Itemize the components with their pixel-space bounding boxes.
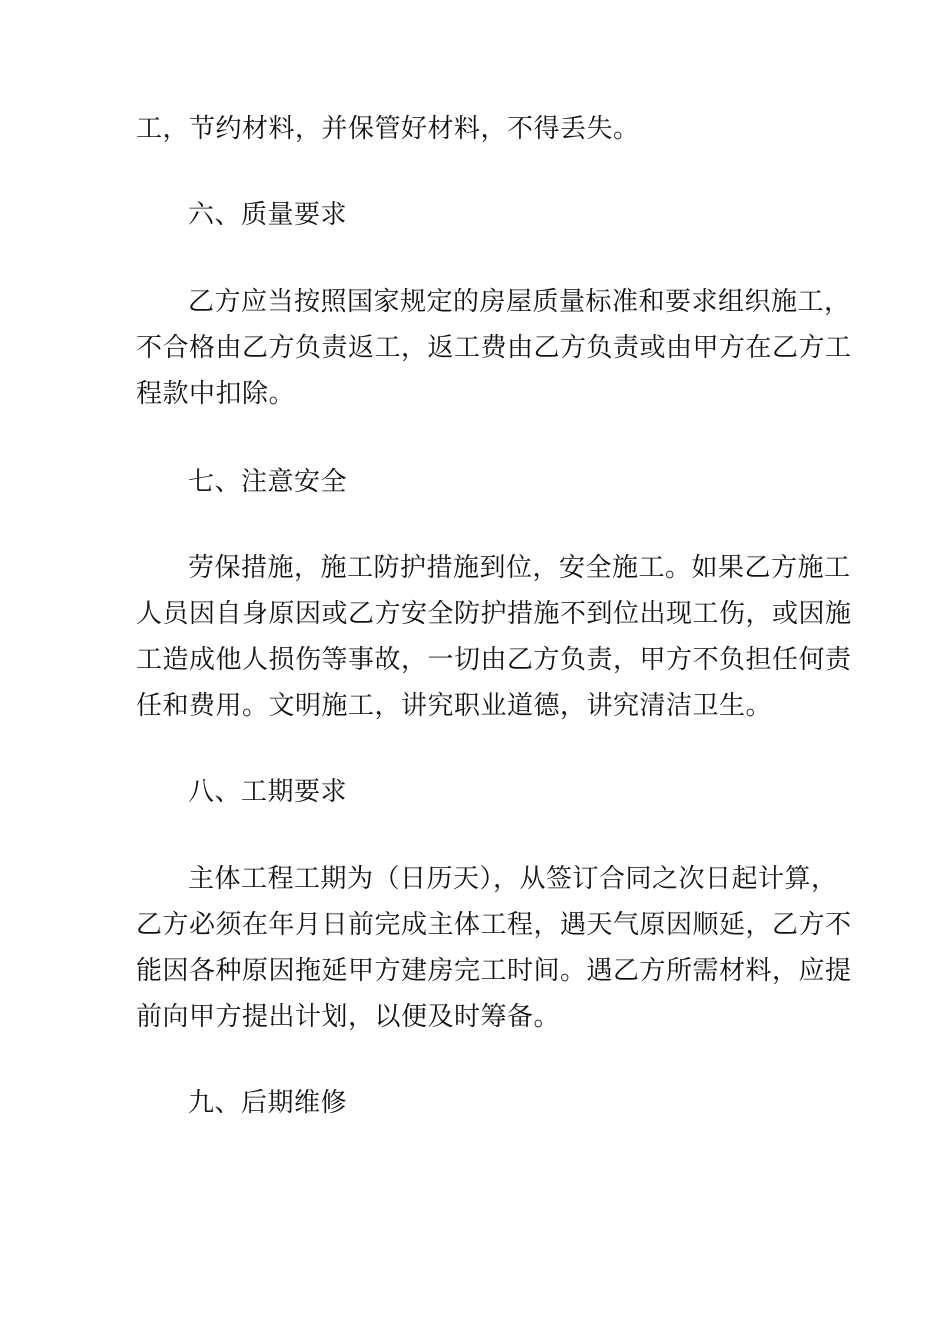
section-heading-text: 六、质量要求 <box>188 200 348 230</box>
section-heading-schedule <box>136 769 878 815</box>
paragraph-line: 工造成他人损伤等事故，一切由乙方负责，甲方不负担任何责 <box>136 645 852 675</box>
section-paragraph-schedule <box>136 856 852 1040</box>
paragraph-line: 人员因自身原因或乙方安全防护措施不到位出现工伤，或因施 <box>136 599 852 629</box>
paragraph-line: 主体工程工期为（日历天），从签订合同之次日起计算， <box>188 864 838 894</box>
section-paragraph-safety <box>136 545 852 729</box>
paragraph-line: 程款中扣除。 <box>136 379 296 409</box>
paragraph-line: 劳保措施，施工防护措施到位，安全施工。如果乙方施工 <box>188 553 851 583</box>
paragraph-line: 乙方必须在年月日前完成主体工程，遇天气原因顺延，乙方不 <box>136 910 852 940</box>
section-heading-text: 七、注意安全 <box>188 467 348 497</box>
section-heading-maintenance <box>136 1080 878 1126</box>
section-heading-safety <box>136 459 878 505</box>
paragraph-line: 能因各种原因拖延甲方建房完工时间。遇乙方所需材料，应提 <box>136 956 852 986</box>
paragraph-line: 不合格由乙方负责返工，返工费由乙方负责或由甲方在乙方工 <box>136 333 852 363</box>
section-paragraph-quality <box>136 279 852 417</box>
continuation-paragraph <box>136 106 826 152</box>
paragraph-line: 工，节约材料，并保管好材料，不得丢失。 <box>136 114 640 144</box>
paragraph-line: 乙方应当按照国家规定的房屋质量标准和要求组织施工， <box>188 287 851 317</box>
section-heading-text: 九、后期维修 <box>188 1088 348 1118</box>
section-heading-quality <box>136 192 878 238</box>
paragraph-line: 任和费用。文明施工，讲究职业道德，讲究清洁卫生。 <box>136 691 773 721</box>
section-heading-text: 八、工期要求 <box>188 777 348 807</box>
paragraph-line: 前向甲方提出计划，以便及时筹备。 <box>136 1002 561 1032</box>
